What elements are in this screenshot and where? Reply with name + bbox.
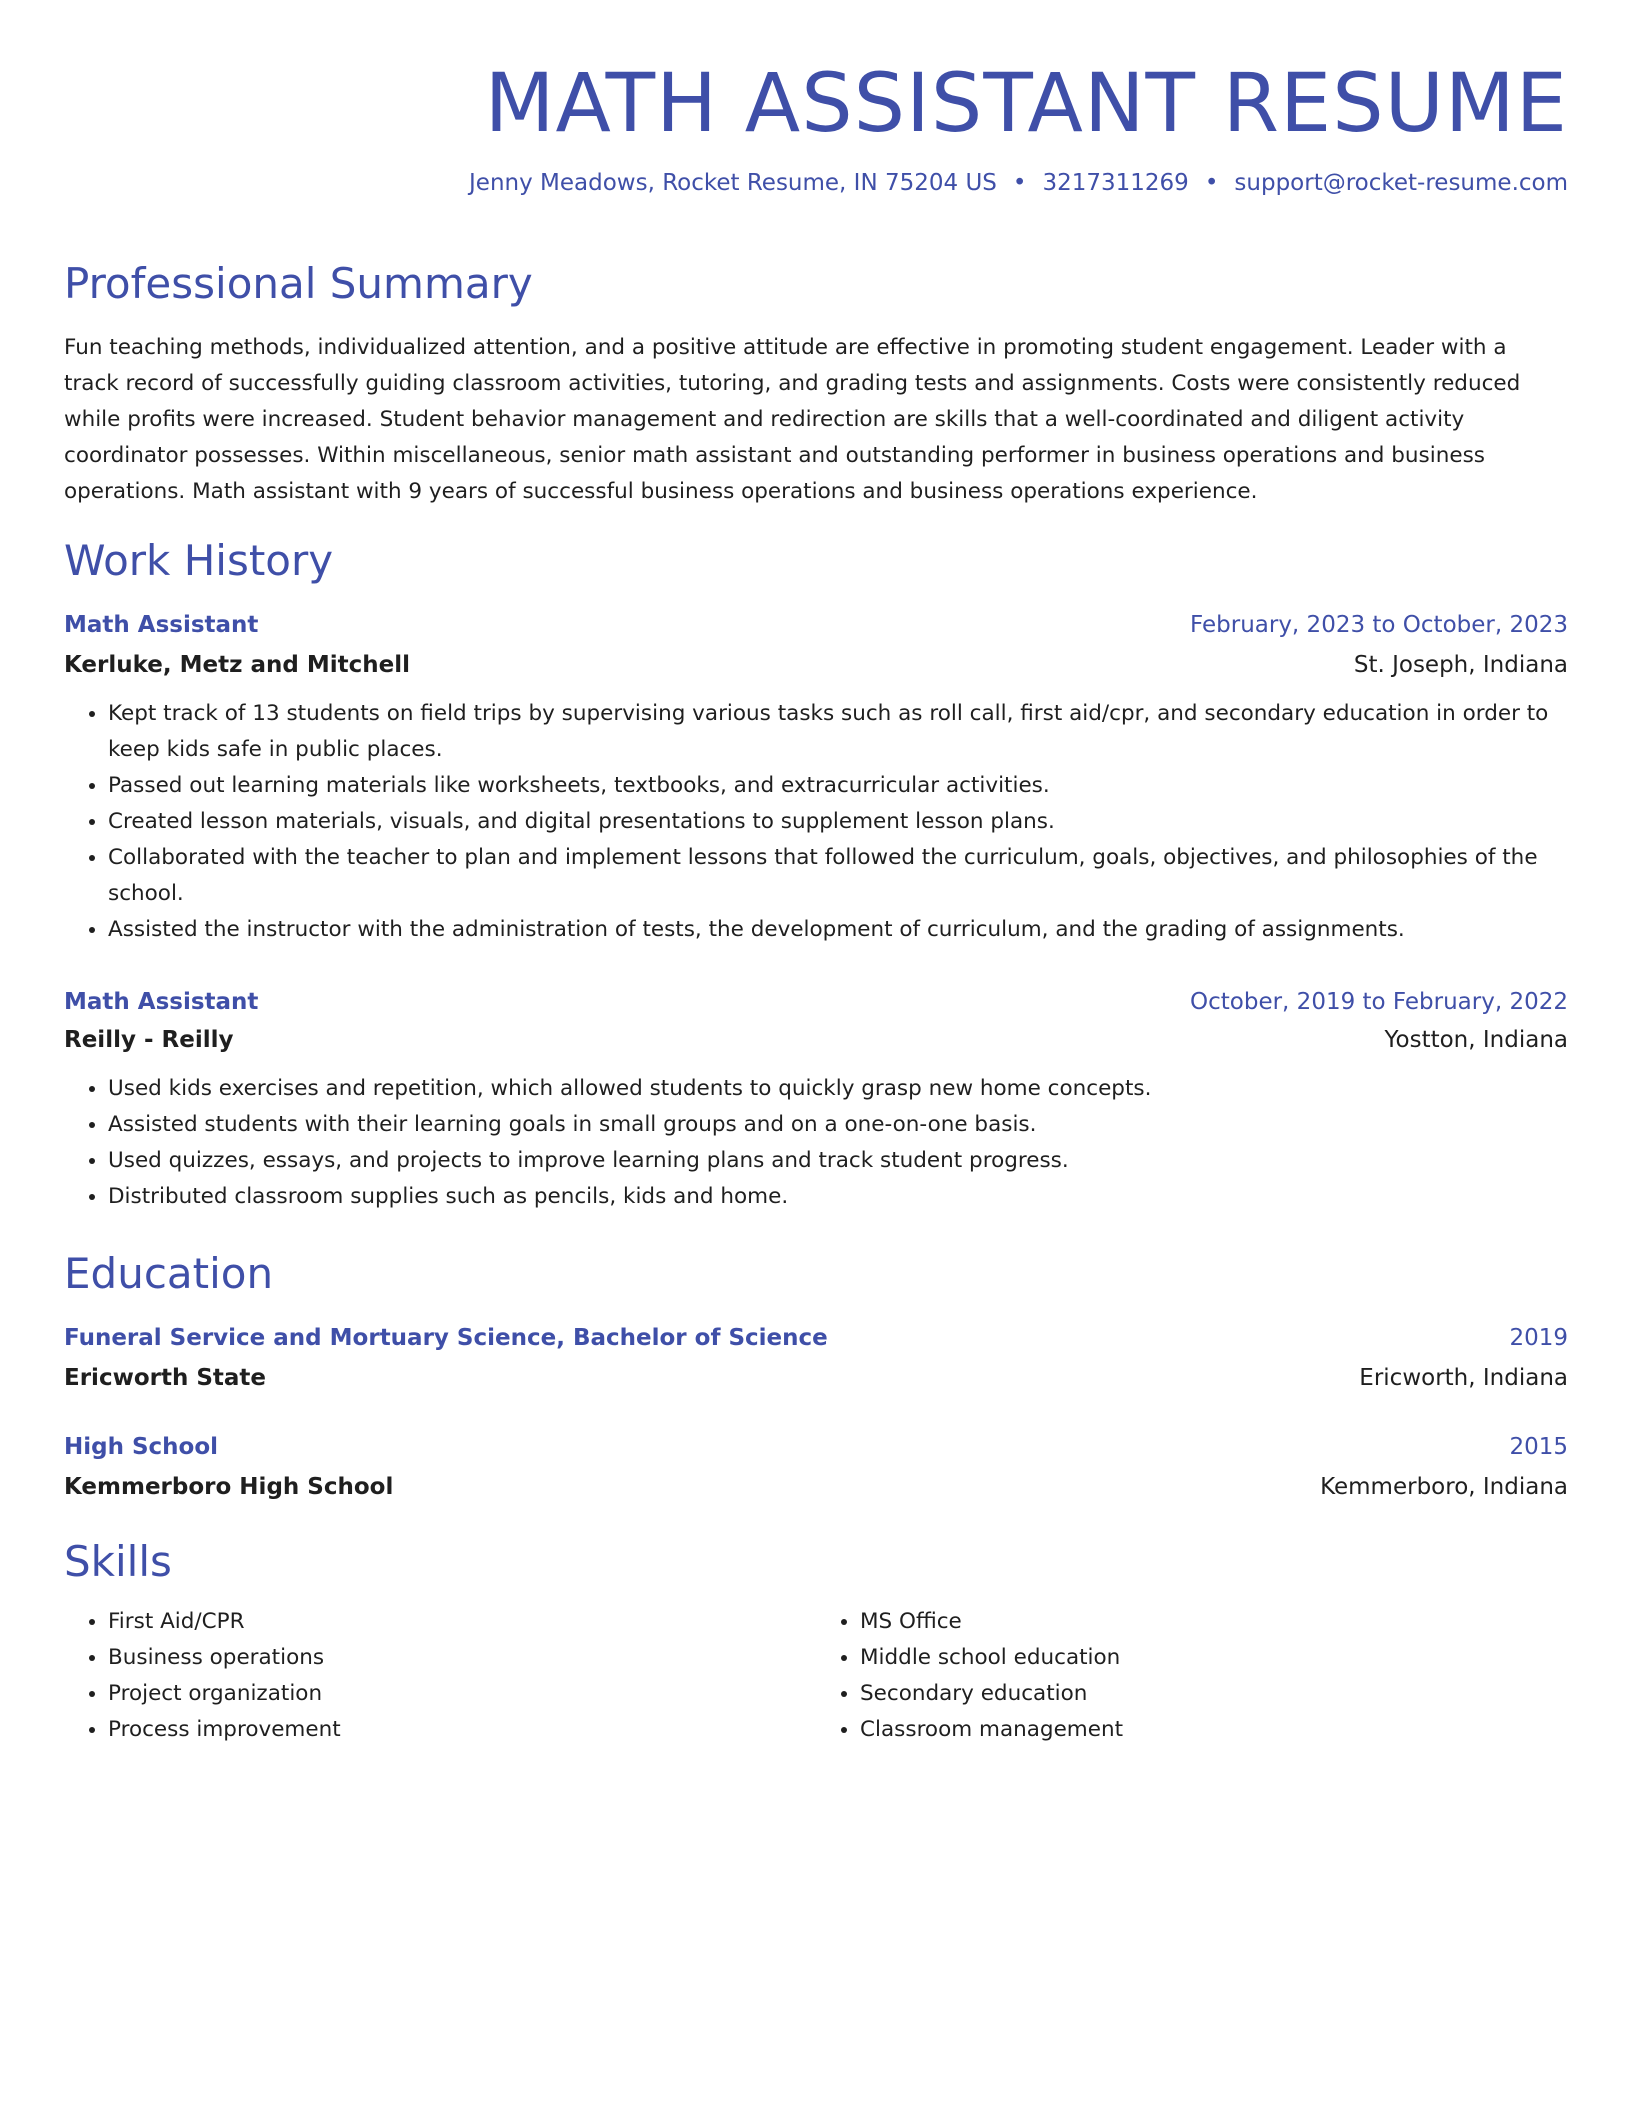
skill-item: • MS Office — [860, 1604, 1568, 1640]
education-year: 2019 — [1509, 1325, 1568, 1351]
education-school-row — [64, 1363, 1568, 1393]
job-title: Math Assistant — [64, 612, 259, 638]
contact-phone: 3217311269 — [1042, 170, 1189, 196]
skills-list-right — [816, 1604, 1568, 1748]
skills-columns — [64, 1604, 1568, 1748]
education-entry — [64, 1432, 1568, 1502]
skill-item: • First Aid/CPR — [108, 1604, 816, 1640]
education-entry — [64, 1323, 1568, 1393]
resume-title: MATH ASSISTANT RESUME — [484, 57, 1568, 151]
education-school: Kemmerboro High School — [64, 1474, 394, 1500]
job-bullets — [64, 1071, 1568, 1215]
education-school-row — [64, 1472, 1568, 1502]
education-header-row — [64, 1323, 1568, 1353]
education-header-row — [64, 1432, 1568, 1462]
job-title: Math Assistant — [64, 989, 259, 1015]
education-degree: Funeral Service and Mortuary Science, Bachelor of Science — [64, 1325, 828, 1351]
education-school: Ericworth State — [64, 1365, 267, 1391]
job-location: Yostton, Indiana — [1384, 1027, 1568, 1053]
education-location: Ericworth, Indiana — [1359, 1365, 1568, 1391]
contact-line — [469, 168, 1568, 198]
job-bullet: • Assisted the instructor with the administration of tests, the development of curriculum, and the grading of assignments. — [108, 912, 1568, 948]
job-dates: October, 2019 to February, 2022 — [1190, 989, 1568, 1015]
contact-separator: • — [1012, 170, 1027, 196]
summary-heading: Professional Summary — [64, 259, 533, 308]
job-bullet: • Passed out learning materials like worksheets, textbooks, and extracurricular activities. — [108, 768, 1568, 804]
skills-list-left — [64, 1604, 816, 1748]
job-bullet: • Created lesson materials, visuals, and digital presentations to supplement lesson plans. — [108, 804, 1568, 840]
job-bullet: • Collaborated with the teacher to plan and implement lessons that followed the curriculum, goals, objectives, and philosophies of the school. — [108, 840, 1568, 912]
job-bullets — [64, 696, 1568, 948]
skill-item: • Middle school education — [860, 1640, 1568, 1676]
skills-heading: Skills — [64, 1537, 172, 1586]
job-location: St. Joseph, Indiana — [1353, 652, 1568, 678]
job-bullet: • Kept track of 13 students on field trips by supervising various tasks such as roll call, first aid/cpr, and secondary education in order to keep kids safe in public places. — [108, 696, 1568, 768]
education-year: 2015 — [1509, 1434, 1568, 1460]
job-company: Kerluke, Metz and Mitchell — [64, 652, 411, 678]
job-header-row — [64, 987, 1568, 1017]
job-bullet: • Used quizzes, essays, and projects to improve learning plans and track student progress. — [108, 1143, 1568, 1179]
summary-text: Fun teaching methods, individualized attention, and a positive attitude are effective in promoting student engagement. Leader with a track record of successfully guiding classroom activities, tutoring, and grading tests and assignments. Costs were consistently reduced while profits were increased. Student behavior management and redirection are skills that a well-coordinated and diligent activity coordinator possesses. Within miscellaneous, senior math assistant and outstanding performer in business operations and business operations. Math assistant with 9 years of successful business operations and business operations experience. — [64, 335, 1521, 504]
job-bullet: • Distributed classroom supplies such as pencils, kids and home. — [108, 1179, 1568, 1215]
contact-address: Jenny Meadows, Rocket Resume, IN 75204 US — [469, 170, 997, 196]
job-bullet: • Assisted students with their learning goals in small groups and on a one-on-one basis. — [108, 1107, 1568, 1143]
job-entry — [64, 610, 1568, 948]
contact-email: support@rocket-resume.com — [1234, 170, 1568, 196]
skill-item: • Secondary education — [860, 1676, 1568, 1712]
education-degree: High School — [64, 1434, 219, 1460]
skill-item: • Project organization — [108, 1676, 816, 1712]
skill-item: • Process improvement — [108, 1712, 816, 1748]
skill-item: • Business operations — [108, 1640, 816, 1676]
education-heading: Education — [64, 1249, 274, 1298]
job-header-row — [64, 610, 1568, 640]
skill-item: • Classroom management — [860, 1712, 1568, 1748]
job-dates: February, 2023 to October, 2023 — [1190, 612, 1568, 638]
job-company-row — [64, 1025, 1568, 1055]
job-company: Reilly - Reilly — [64, 1027, 234, 1053]
job-entry — [64, 987, 1568, 1215]
job-company-row — [64, 650, 1568, 680]
work-history-heading: Work History — [64, 536, 334, 585]
contact-separator: • — [1204, 170, 1219, 196]
education-location: Kemmerboro, Indiana — [1320, 1474, 1568, 1500]
job-bullet: • Used kids exercises and repetition, which allowed students to quickly grasp new home concepts. — [108, 1071, 1568, 1107]
